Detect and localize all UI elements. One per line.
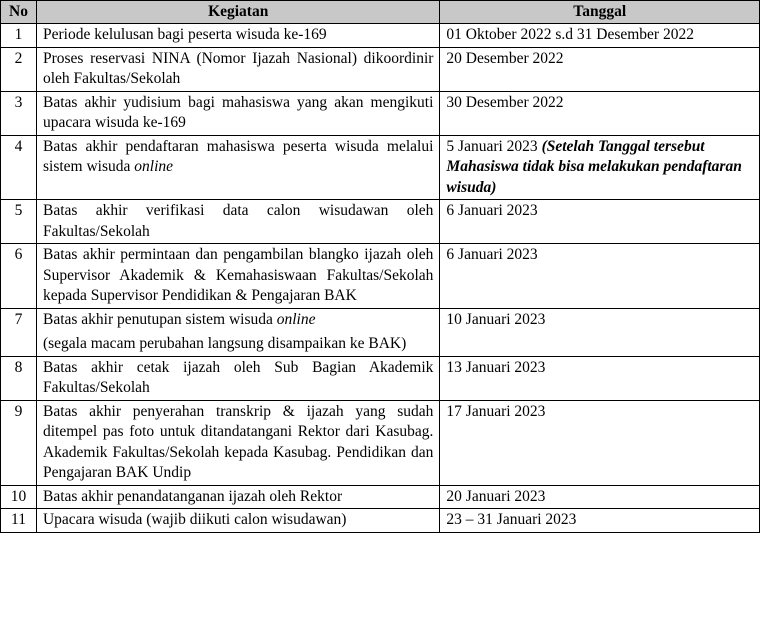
row-tanggal xyxy=(440,135,760,200)
row-kegiatan: Batas akhir verifikasi data calon wisudawan oleh Fakultas/Sekolah xyxy=(36,200,439,244)
row-number: 1 xyxy=(1,24,37,48)
table-row xyxy=(1,509,760,533)
kegiatan-emphasis: online xyxy=(134,158,174,175)
row-kegiatan xyxy=(36,308,439,356)
row-number: 2 xyxy=(1,47,37,91)
row-number: 6 xyxy=(1,244,37,309)
row-kegiatan: Batas akhir penyerahan transkrip & ijazah yang sudah ditempel pas foto untuk ditandatangani Rektor dari Kasubag. Akademik Fakultas/Sekolah kepada Kasubag. Pendidikan dan Pengajaran BAK Undip xyxy=(36,400,439,485)
row-tanggal: 20 Desember 2022 xyxy=(440,47,760,91)
row-kegiatan: Batas akhir penandatanganan ijazah oleh Rektor xyxy=(36,485,439,509)
kegiatan-emphasis: online xyxy=(276,310,316,328)
row-number: 3 xyxy=(1,91,37,135)
table-row xyxy=(1,24,760,48)
tanggal-text: 5 Januari 2023 xyxy=(446,137,542,155)
line-gap xyxy=(43,330,433,334)
row-tanggal: 6 Januari 2023 xyxy=(440,200,760,244)
row-kegiatan: Upacara wisuda (wajib diikuti calon wisudawan) xyxy=(36,509,439,533)
row-kegiatan: Batas akhir cetak ijazah oleh Sub Bagian Akademik Fakultas/Sekolah xyxy=(36,356,439,400)
tanggal-note: (Setelah Tanggal tersebut Mahasiswa tidak bisa melakukan pendaftaran wisuda) xyxy=(446,137,742,196)
table-row xyxy=(1,400,760,485)
row-tanggal: 6 Januari 2023 xyxy=(440,244,760,309)
table-row xyxy=(1,200,760,244)
row-number: 8 xyxy=(1,356,37,400)
table-header-row xyxy=(1,1,760,24)
row-number: 4 xyxy=(1,135,37,200)
row-kegiatan: Batas akhir yudisium bagi mahasiswa yang akan mengikuti upacara wisuda ke-169 xyxy=(36,91,439,135)
row-tanggal: 17 Januari 2023 xyxy=(440,400,760,485)
kegiatan-text-continued: (segala macam perubahan langsung disampaikan ke BAK) xyxy=(42,335,407,352)
row-tanggal: 20 Januari 2023 xyxy=(440,485,760,509)
header-tanggal: Tanggal xyxy=(440,1,760,24)
row-number: 10 xyxy=(1,485,37,509)
row-tanggal: 30 Desember 2022 xyxy=(440,91,760,135)
table-row xyxy=(1,135,760,200)
table-row xyxy=(1,308,760,356)
row-kegiatan: Proses reservasi NINA (Nomor Ijazah Nasional) dikoordinir oleh Fakultas/Sekolah xyxy=(36,47,439,91)
header-no: No xyxy=(1,1,37,24)
table-row xyxy=(1,47,760,91)
row-number: 11 xyxy=(1,509,37,533)
table-row xyxy=(1,91,760,135)
row-number: 9 xyxy=(1,400,37,485)
row-tanggal: 10 Januari 2023 xyxy=(440,308,760,356)
row-kegiatan xyxy=(36,135,439,200)
table-row xyxy=(1,356,760,400)
row-tanggal: 13 Januari 2023 xyxy=(440,356,760,400)
row-tanggal: 23 – 31 Januari 2023 xyxy=(440,509,760,533)
row-number: 7 xyxy=(1,308,37,356)
table-row xyxy=(1,485,760,509)
row-kegiatan: Batas akhir permintaan dan pengambilan blangko ijazah oleh Supervisor Akademik & Kemahasiswaan Fakultas/Sekolah kepada Supervisor Pendidikan & Pengajaran BAK xyxy=(36,244,439,309)
header-kegiatan: Kegiatan xyxy=(36,1,439,24)
kegiatan-text: Batas akhir pendaftaran mahasiswa peserta wisuda melalui sistem wisuda xyxy=(42,137,434,175)
row-tanggal: 01 Oktober 2022 s.d 31 Desember 2022 xyxy=(440,24,760,48)
kegiatan-text: Batas akhir penutupan sistem wisuda xyxy=(42,310,277,328)
table-row xyxy=(1,244,760,309)
row-number: 5 xyxy=(1,200,37,244)
row-kegiatan: Periode kelulusan bagi peserta wisuda ke-169 xyxy=(36,24,439,48)
